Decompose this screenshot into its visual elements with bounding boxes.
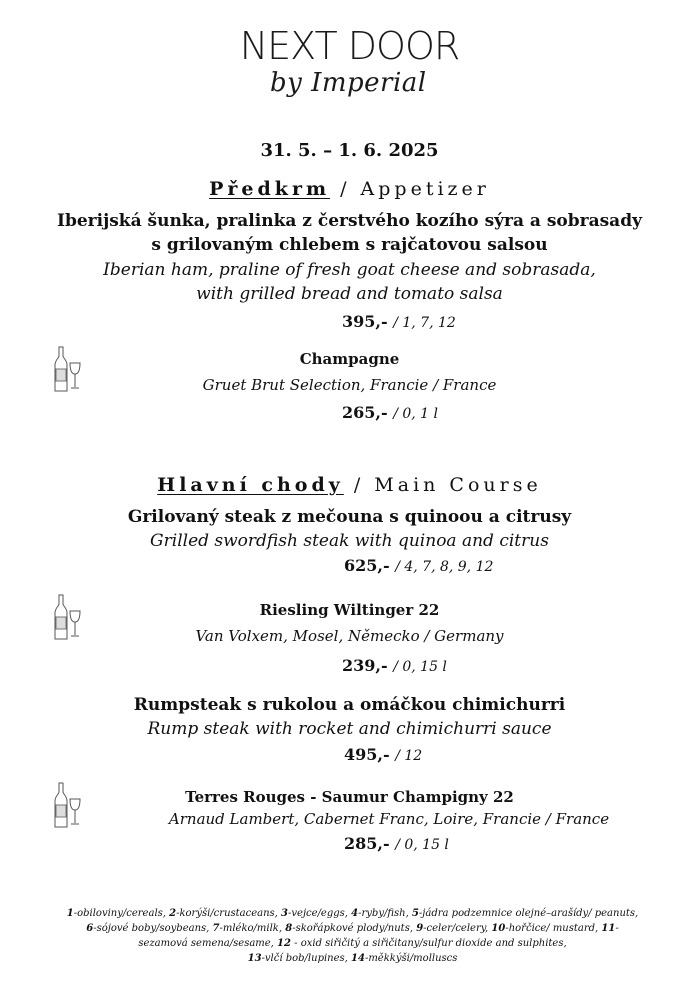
section-title-main-course [0, 474, 699, 496]
allergen-number: 7 [212, 923, 220, 934]
allergen-codes: / 4, 7, 8, 9, 12 [395, 559, 494, 575]
price-value: 285,- [344, 834, 390, 853]
allergen-number: 3 [281, 908, 288, 919]
section-title-cz: Hlavní chody [157, 474, 344, 496]
price-value: 395,- [342, 312, 388, 331]
allergen-text: -hořčice/ mustard, [505, 923, 602, 934]
allergen-text: sezamová semena/sesame, [138, 938, 278, 949]
allergen-text: -sójové boby/soybeans, [93, 923, 213, 934]
wine-price [342, 403, 438, 422]
allergen-number: 8 [285, 923, 293, 934]
wine-name: Terres Rouges - Saumur Champigny 22 [185, 788, 514, 806]
dish-name-en: with grilled bread and tomato salsa [196, 284, 503, 304]
allergen-text: -celer/celery, [423, 923, 492, 934]
allergen-text: -obiloviny/cereals, [73, 908, 170, 919]
wine-price [342, 656, 447, 675]
allergen-text: - [615, 923, 619, 934]
price-value: 625,- [344, 556, 390, 575]
allergen-number: 5 [411, 908, 419, 919]
price-value: 265,- [342, 403, 388, 422]
allergen-text: -vejce/eggs, [288, 908, 352, 919]
section-title-en: Main Course [374, 474, 542, 496]
allergen-number: 10 [491, 923, 506, 934]
section-title-separator: / [343, 474, 375, 496]
allergen-number: 1 [66, 908, 74, 919]
dish-name-cz: Iberijská šunka, pralinka z čerstvého kozího sýra a sobrasady [57, 211, 642, 231]
section-title-cz: Předkrm [209, 178, 331, 200]
logo-wordmark: NEXT DOOR [239, 24, 460, 68]
dish-name-en: Grilled swordfish steak with quinoa and citrus [150, 531, 549, 551]
allergen-number: 13 [247, 953, 262, 964]
allergen-codes: / 1, 7, 12 [393, 315, 456, 331]
wine-price [344, 834, 449, 853]
section-title-en: Appetizer [360, 178, 490, 200]
dish-price [344, 556, 493, 575]
menu-date: 31. 5. – 1. 6. 2025 [260, 140, 439, 161]
dish-price [342, 312, 456, 331]
allergen-number: 4 [351, 908, 359, 919]
wine-volume: / 0, 15 l [393, 659, 447, 675]
allergen-text: -jádra podzemnice olejné–arašídy/ peanuts, [418, 908, 639, 919]
allergen-legend [30, 906, 675, 966]
logo-subtitle: by Imperial [270, 68, 427, 98]
allergen-text: -vlčí bob/lupines, [261, 953, 352, 964]
dish-name-cz: Rumpsteak s rukolou a omáčkou chimichurri [133, 695, 566, 715]
allergen-text: -skořápkové plody/nuts, [292, 923, 417, 934]
wine-volume: / 0, 15 l [395, 837, 449, 853]
wine-name: Champagne [299, 350, 400, 368]
wine-volume: / 0, 1 l [393, 406, 438, 422]
wine-description: Arnaud Lambert, Cabernet Franc, Loire, Francie / France [168, 810, 610, 828]
section-title-appetizer [0, 178, 699, 200]
dish-name-cz: Grilovaný steak z mečouna s quinoou a citrusy [127, 507, 572, 527]
allergen-number: 14 [351, 953, 365, 964]
allergen-number: 11 [601, 923, 616, 934]
allergen-number: 6 [86, 923, 94, 934]
allergen-text: -korýši/crustaceans, [176, 908, 282, 919]
price-value: 495,- [344, 745, 390, 764]
wine-description: Gruet Brut Selection, Francie / France [202, 376, 497, 394]
dish-price [344, 745, 422, 764]
allergen-text: -měkkýši/molluscs [364, 953, 458, 964]
allergen-number: 2 [169, 908, 177, 919]
allergen-number: 9 [416, 923, 424, 934]
allergen-text: -mléko/milk, [219, 923, 286, 934]
allergen-text: -ryby/fish, [358, 908, 412, 919]
wine-description: Van Volxem, Mosel, Německo / Germany [195, 627, 504, 645]
allergen-text: - oxid siřičitý a siřičitany/sulfur dioxide and sulphites, [290, 938, 567, 949]
allergen-codes: / 12 [395, 748, 423, 764]
wine-name: Riesling Wiltinger 22 [259, 601, 440, 619]
dish-name-en: Rump steak with rocket and chimichurri sauce [147, 719, 552, 739]
section-title-separator: / [330, 178, 361, 200]
allergen-number: 12 [277, 938, 291, 949]
dish-name-en: Iberian ham, praline of fresh goat cheese and sobrasada, [103, 260, 596, 280]
price-value: 239,- [342, 656, 388, 675]
dish-name-cz: s grilovaným chlebem s rajčatovou salsou [151, 235, 548, 255]
